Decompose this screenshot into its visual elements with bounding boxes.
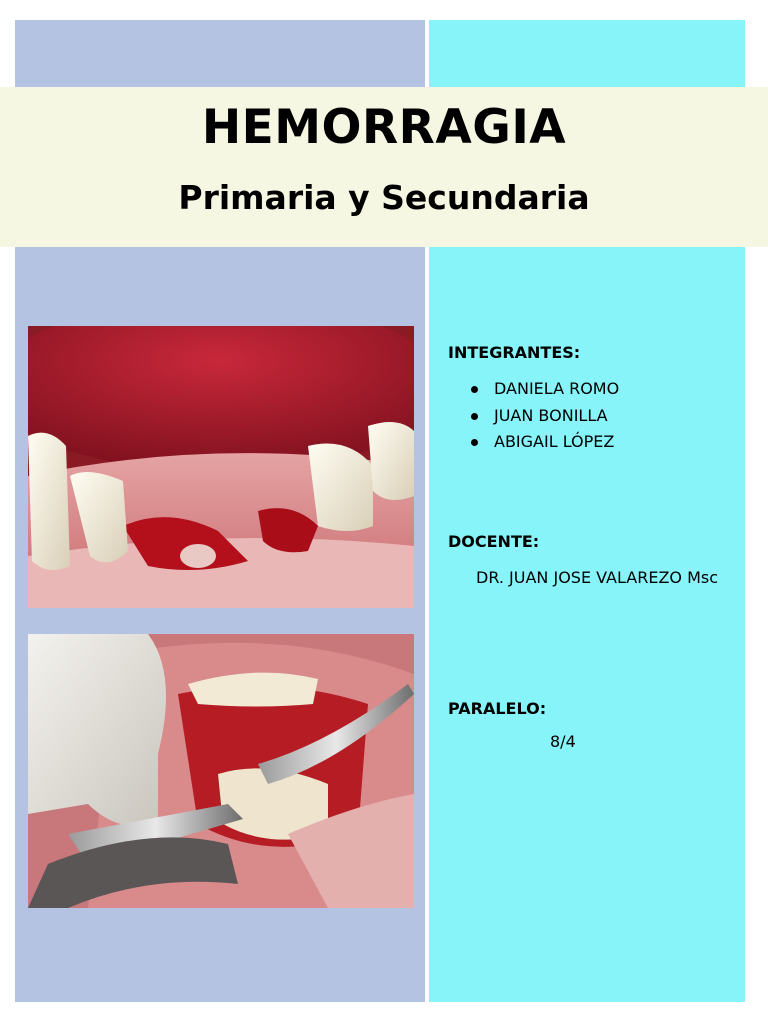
integrantes-section: [448, 343, 728, 456]
integrantes-heading: INTEGRANTES:: [448, 343, 581, 362]
list-item: ABIGAIL LÓPEZ: [448, 429, 728, 456]
paralelo-value: 8/4: [550, 732, 576, 751]
extraction-bleeding-photo: [28, 326, 414, 608]
cover-subtitle: Primaria y Secundaria: [178, 178, 590, 217]
paralelo-heading: PARALELO:: [448, 699, 547, 718]
list-item: JUAN BONILLA: [448, 403, 728, 430]
cover-title: HEMORRAGIA: [201, 100, 567, 155]
docente-heading: DOCENTE:: [448, 532, 540, 551]
forceps-extraction-photo: [28, 634, 414, 908]
docente-section: [448, 532, 728, 591]
list-item: DANIELA ROMO: [448, 376, 728, 403]
paralelo-section: [448, 699, 728, 751]
integrantes-list: [448, 376, 728, 456]
docente-name: DR. JUAN JOSE VALAREZO Msc: [476, 568, 719, 587]
